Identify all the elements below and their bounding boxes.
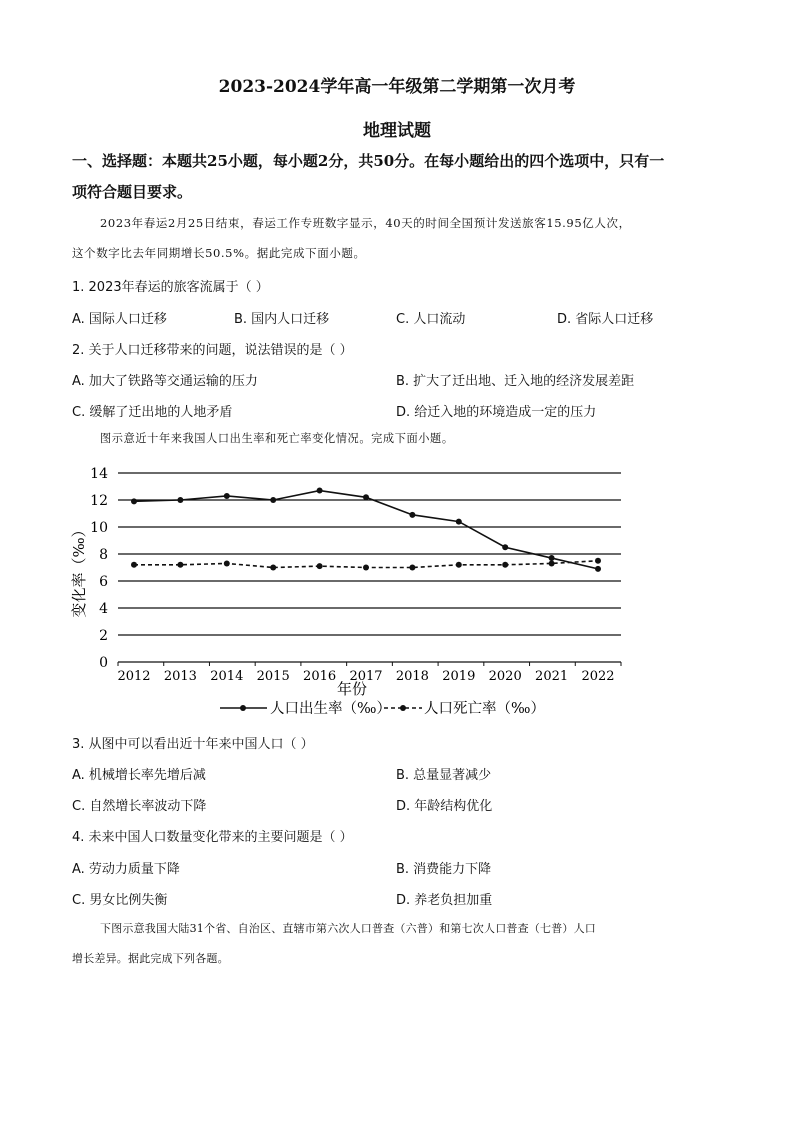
question-4-stem: 4. 未来中国人口数量变化带来的主要问题是（ ） bbox=[72, 830, 353, 845]
material-intro-2 bbox=[72, 424, 722, 454]
question-1-option-d[interactable]: D. 省际人口迁移 bbox=[557, 312, 654, 327]
question-2-option-d[interactable]: D. 给迁入地的环境造成一定的压力 bbox=[396, 405, 597, 420]
material-intro-1-line2: 这个数字比去年同期增长50.5%。据此完成下面小题。 bbox=[72, 246, 366, 260]
birth-rate-point bbox=[177, 497, 183, 503]
death-rate-point bbox=[456, 562, 462, 568]
x-tick-label: 2019 bbox=[442, 669, 476, 684]
birth-rate-point bbox=[317, 488, 323, 494]
birth-rate-point bbox=[224, 493, 230, 499]
x-tick-label: 2021 bbox=[535, 669, 569, 684]
death-rate-point bbox=[131, 562, 137, 568]
question-4-option-c[interactable]: C. 男女比例失衡 bbox=[72, 893, 168, 908]
question-1-stem: 1. 2023年春运的旅客流属于（ ） bbox=[72, 280, 269, 295]
x-axis-ticks bbox=[117, 662, 621, 684]
x-tick-label: 2014 bbox=[210, 669, 244, 684]
death-rate-point bbox=[224, 560, 230, 566]
birth-rate-point bbox=[131, 498, 137, 504]
question-3-option-c[interactable]: C. 自然增长率波动下降 bbox=[72, 799, 207, 814]
death-rate-point bbox=[317, 563, 323, 569]
question-2-option-b[interactable]: B. 扩大了迁出地、迁入地的经济发展差距 bbox=[396, 374, 635, 389]
x-tick-label: 2016 bbox=[303, 669, 337, 684]
question-3-option-d[interactable]: D. 年龄结构优化 bbox=[396, 799, 493, 814]
birth-rate-point bbox=[549, 555, 555, 561]
legend-death-label: 人口死亡率（‰） bbox=[424, 701, 545, 717]
death-rate-point bbox=[595, 558, 601, 564]
material-intro-3-line2: 增长差异。据此完成下列各题。 bbox=[72, 952, 229, 965]
birth-rate-point bbox=[270, 497, 276, 503]
material-intro-1 bbox=[72, 208, 722, 268]
material-intro-3-line1: 下图示意我国大陆31个省、自治区、直辖市第六次人口普查（六普）和第七次人口普查（七普）人口 bbox=[100, 922, 596, 935]
question-1-option-c[interactable]: C. 人口流动 bbox=[396, 312, 466, 327]
section-heading-line2: 项符合题目要求。 bbox=[72, 183, 193, 201]
death-rate-point bbox=[549, 560, 555, 566]
x-tick-label: 2020 bbox=[488, 669, 522, 684]
chart-legend bbox=[220, 700, 545, 717]
question-4-option-b[interactable]: B. 消费能力下降 bbox=[396, 862, 492, 877]
y-axis-ticks bbox=[90, 466, 108, 671]
death-rate-point bbox=[177, 562, 183, 568]
birth-rate-point bbox=[595, 566, 601, 572]
section-heading bbox=[72, 146, 722, 208]
x-tick-label: 2015 bbox=[256, 669, 290, 684]
question-4-option-d[interactable]: D. 养老负担加重 bbox=[396, 893, 493, 908]
y-axis-label: 变化率（‰） bbox=[70, 522, 88, 618]
y-tick-label: 2 bbox=[99, 628, 108, 644]
question-2-stem: 2. 关于人口迁移带来的问题，说法错误的是（ ） bbox=[72, 343, 353, 358]
death-rate-point bbox=[409, 565, 415, 571]
material-intro-1-line1: 2023年春运2月25日结束，春运工作专班数字显示，40天的时间全国预计发送旅客15.95亿人次， bbox=[100, 216, 631, 230]
material-intro-3 bbox=[72, 914, 722, 974]
y-tick-label: 14 bbox=[90, 466, 108, 482]
death-rate-point bbox=[502, 562, 508, 568]
question-4-option-a[interactable]: A. 劳动力质量下降 bbox=[72, 862, 180, 877]
birth-rate-line bbox=[134, 491, 598, 569]
y-tick-label: 10 bbox=[90, 520, 108, 536]
question-2-option-a[interactable]: A. 加大了铁路等交通运输的压力 bbox=[72, 374, 258, 389]
question-1-option-b[interactable]: B. 国内人口迁移 bbox=[234, 312, 330, 327]
legend-death-marker bbox=[400, 705, 406, 711]
question-3-option-a[interactable]: A. 机械增长率先增后减 bbox=[72, 768, 206, 783]
y-tick-label: 12 bbox=[90, 493, 108, 509]
death-rate-point bbox=[363, 565, 369, 571]
x-tick-label: 2012 bbox=[117, 669, 151, 684]
question-3-stem: 3. 从图中可以看出近十年来中国人口（ ） bbox=[72, 737, 314, 752]
y-tick-label: 8 bbox=[99, 547, 108, 563]
legend-birth-label: 人口出生率（‰） bbox=[270, 701, 391, 717]
exam-title: 2023-2024学年高一年级第二学期第一次月考 bbox=[218, 77, 576, 97]
question-1-option-a[interactable]: A. 国际人口迁移 bbox=[72, 312, 167, 327]
y-tick-label: 6 bbox=[99, 574, 108, 590]
chart-grid bbox=[118, 473, 621, 662]
exam-subtitle: 地理试题 bbox=[363, 121, 431, 141]
material-intro-2-text: 图示意近十年来我国人口出生率和死亡率变化情况。完成下面小题。 bbox=[100, 432, 454, 445]
x-tick-label: 2018 bbox=[395, 669, 429, 684]
birth-rate-point bbox=[409, 512, 415, 518]
y-tick-label: 4 bbox=[99, 601, 108, 617]
birth-rate-point bbox=[363, 494, 369, 500]
x-tick-label: 2017 bbox=[349, 669, 383, 684]
birth-rate-point bbox=[502, 544, 508, 550]
birth-rate-point bbox=[456, 519, 462, 525]
question-2-option-c[interactable]: C. 缓解了迁出地的人地矛盾 bbox=[72, 405, 233, 420]
x-tick-label: 2022 bbox=[581, 669, 615, 684]
question-3-option-b[interactable]: B. 总量显著减少 bbox=[396, 768, 492, 783]
y-tick-label: 0 bbox=[99, 655, 108, 671]
legend-birth-marker bbox=[240, 705, 246, 711]
birth-death-rate-chart bbox=[60, 460, 740, 725]
x-tick-label: 2013 bbox=[163, 669, 197, 684]
section-heading-line1: 一、选择题：本题共25小题，每小题2分，共50分。在每小题给出的四个选项中，只有一 bbox=[72, 152, 665, 170]
death-rate-point bbox=[270, 565, 276, 571]
x-axis-label: 年份 bbox=[336, 680, 368, 698]
